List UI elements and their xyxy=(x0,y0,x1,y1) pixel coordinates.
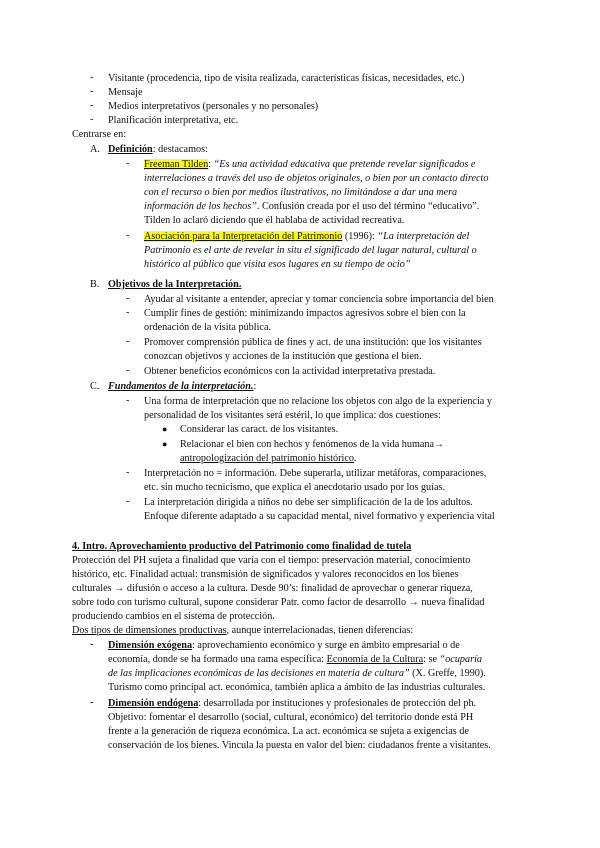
section-4-para: produciendo cambios en el sistema de protección. xyxy=(72,611,275,622)
fundamento-bullet: Relacionar el bien con hechos y fenómenos de la vida humana→ xyxy=(180,439,445,450)
list-dash: - xyxy=(90,697,94,708)
objetivo-item: Cumplir fines de gestión: minimizando impactos agresivos sobre el bien con la xyxy=(144,308,466,319)
list-item: Medios interpretativos (personales y no personales) xyxy=(108,101,319,112)
asociacion-line-1 xyxy=(144,230,469,243)
objetivo-item-cont: conozcan objetivos y acciones de la institución que gestiona el bien. xyxy=(144,351,422,362)
definicion-title: Definición xyxy=(108,144,153,155)
exogena-text: economía, donde se ha formado una rama específica: xyxy=(108,654,327,665)
greffe-quote-2: de las implicaciones económicas de las decisiones en materia de cultura” xyxy=(108,668,410,679)
economia-cultura: Economía de la Cultura xyxy=(326,654,424,665)
tilden-sep: : xyxy=(208,159,214,170)
tilden-line-5: Tilden lo aclaró diciendo que él hablaba de actividad recreativa. xyxy=(144,215,405,226)
fundamento-item-cont: Enfoque diferente adaptado a su capacidad mental, nivel formativo y experiencia vital xyxy=(144,511,495,522)
antropologizacion-link: antropologización del patrimonio histórico xyxy=(180,453,354,464)
endogena-line-2: Objetivo: fomentar el desarrollo (social, cultural, económico) del territorio donde está PH xyxy=(108,712,474,723)
exogena-line-3 xyxy=(108,667,486,680)
list-dash: - xyxy=(126,336,130,347)
fundamento-item-cont: etc. sin mucho tecnicismo, que explica el anecdotario usado por los guías. xyxy=(144,482,446,493)
objetivo-item: Promover comprensión pública de fines y act. de una institución: que los visitantes xyxy=(144,337,482,348)
list-dash: - xyxy=(90,100,94,111)
dos-tipos-title: Dos tipos de dimensiones productivas xyxy=(72,625,227,636)
section-a-title xyxy=(108,143,208,156)
tilden-quote-3: con el recurso o bien por medios ilustrativos, no limitándose a dar una mera xyxy=(144,187,458,198)
fundamento-bullet-cont xyxy=(180,452,357,465)
exogena-line-2 xyxy=(108,653,482,666)
section-letter: B. xyxy=(90,279,100,290)
list-item: Visitante (procedencia, tipo de visita realizada, características físicas, necesidades, etc.) xyxy=(108,73,465,84)
section-b-title: Objetivos de la Interpretación. xyxy=(108,279,242,290)
greffe-quote-1: “ocuparía xyxy=(439,654,482,665)
section-4-para: culturales → difusión o acceso a la cultura. Desde 90’s: finalidad de aprovechar o generar riqueza, xyxy=(72,583,473,594)
section-4-para: histórico, etc. Finalidad actual: transmisión de significados y valores reconocidos en los bienes xyxy=(72,569,459,580)
endogena-text: : desarrollada por instituciones y profesionales de protección del ph. xyxy=(198,698,477,709)
exogena-line-4: Turismo como principal act. económica, también aplica a ámbito de las industrias culturales. xyxy=(108,682,486,693)
endogena-line-1 xyxy=(108,697,476,710)
endogena-line-3: frente a la generación de riqueza económica. La act. económica se sujeta a exigencias de xyxy=(108,726,469,737)
bullet-dot: ● xyxy=(162,439,168,449)
list-dash: - xyxy=(126,467,130,478)
section-c-title-rest: : xyxy=(253,381,257,392)
exogena-title: Dimensión exógena xyxy=(108,640,193,651)
list-dash: - xyxy=(126,307,130,318)
fundamento-bullet: Considerar las caract. de los visitantes. xyxy=(180,424,339,435)
section-4-heading: 4. Intro. Aprovechamiento productivo del Patrimonio como finalidad de tutela xyxy=(72,541,412,552)
fundamento-item-cont: personalidad de los visitantes será estéril, lo que implica: dos cuestiones: xyxy=(144,410,441,421)
list-dash: - xyxy=(126,365,130,376)
list-dash: - xyxy=(90,639,94,650)
asociacion-name: Asociación para la Interpretación del Patrimonio xyxy=(144,231,343,242)
list-dash: - xyxy=(126,293,130,304)
list-dash: - xyxy=(126,395,130,406)
list-dash: - xyxy=(90,72,94,83)
tilden-line-1 xyxy=(144,158,475,171)
objetivo-item: Ayudar al visitante a entender, apreciar y tomar conciencia sobre importancia del bien xyxy=(144,294,494,305)
list-dash: - xyxy=(90,86,94,97)
objetivo-item-cont: ordenación de la visita pública. xyxy=(144,322,272,333)
dos-tipos-line xyxy=(72,624,413,637)
exogena-text: : se xyxy=(423,654,440,665)
list-dash: - xyxy=(126,230,130,241)
definicion-rest: : destacamos: xyxy=(152,144,208,155)
asociacion-year: (1996): xyxy=(342,231,378,242)
section-4-para: sobre todo con turismo cultural, supone considerar Patr. como factor de desarrollo → nueva finalidad xyxy=(72,597,485,608)
endogena-line-4: conservación de los bienes. Vincula la puesta en valor del bien: ciudadanos frente a visitantes. xyxy=(108,740,491,751)
section-c-title-line xyxy=(108,380,256,393)
section-4-para: Protección del PH sujeta a finalidad que varía con el tiempo: preservación material, conocimiento xyxy=(72,555,471,566)
list-dash: - xyxy=(126,496,130,507)
list-item: Planificación interpretativa, etc. xyxy=(108,115,239,126)
section-letter: C. xyxy=(90,381,100,392)
exogena-text: : aprovechamiento económico y surge en ámbito empresarial o de xyxy=(192,640,460,651)
tilden-quote-1: “Es una actividad educativa que pretende revelar significados e xyxy=(213,159,476,170)
endogena-title: Dimensión endógena xyxy=(108,698,199,709)
tilden-quote-4: información de los hechos” xyxy=(144,201,257,212)
tilden-line-4 xyxy=(144,200,479,213)
list-dash: - xyxy=(126,158,130,169)
objetivo-item: Obtener beneficios económicos con la actividad interpretativa prestada. xyxy=(144,366,436,377)
tilden-note: . Confusión creada por el uso del término “educativo”. xyxy=(256,201,480,212)
tilden-quote-2: interrelaciones a través del uso de objetos originales, o bien por un contacto directo xyxy=(144,173,489,184)
greffe-citation: (X. Greffe, 1990). xyxy=(409,668,486,679)
centrarse-label: Centrarse en: xyxy=(72,129,127,140)
exogena-line-1 xyxy=(108,639,460,652)
fundamento-item: Interpretación no = información. Debe superarla, utilizar metáforas, comparaciones, xyxy=(144,468,487,479)
list-dash: - xyxy=(90,114,94,125)
asociacion-quote-3: histórico al público que visita esos lugares en su tiempo de ocio” xyxy=(144,259,411,270)
asociacion-quote-2: Patrimonio es el arte de revelar in situ el significado del lugar natural, cultural o xyxy=(144,245,477,256)
fundamento-item: Una forma de interpretación que no relacione los objetos con algo de la experiencia y xyxy=(144,396,492,407)
bullet-end: . xyxy=(354,453,357,464)
bullet-dot: ● xyxy=(162,424,168,434)
list-item: Mensaje xyxy=(108,87,143,98)
fundamento-item: La interpretación dirigida a niños no debe ser simplificación de la de los adultos. xyxy=(144,497,473,508)
dos-tipos-rest: , aunque interrelacionadas, tienen diferencias: xyxy=(226,625,414,636)
asociacion-quote-1: “La interpretación del xyxy=(377,231,470,242)
tilden-name: Freeman Tilden xyxy=(144,159,209,170)
section-letter: A. xyxy=(90,144,100,155)
section-c-title: Fundamentos de la interpretación. xyxy=(108,381,254,392)
